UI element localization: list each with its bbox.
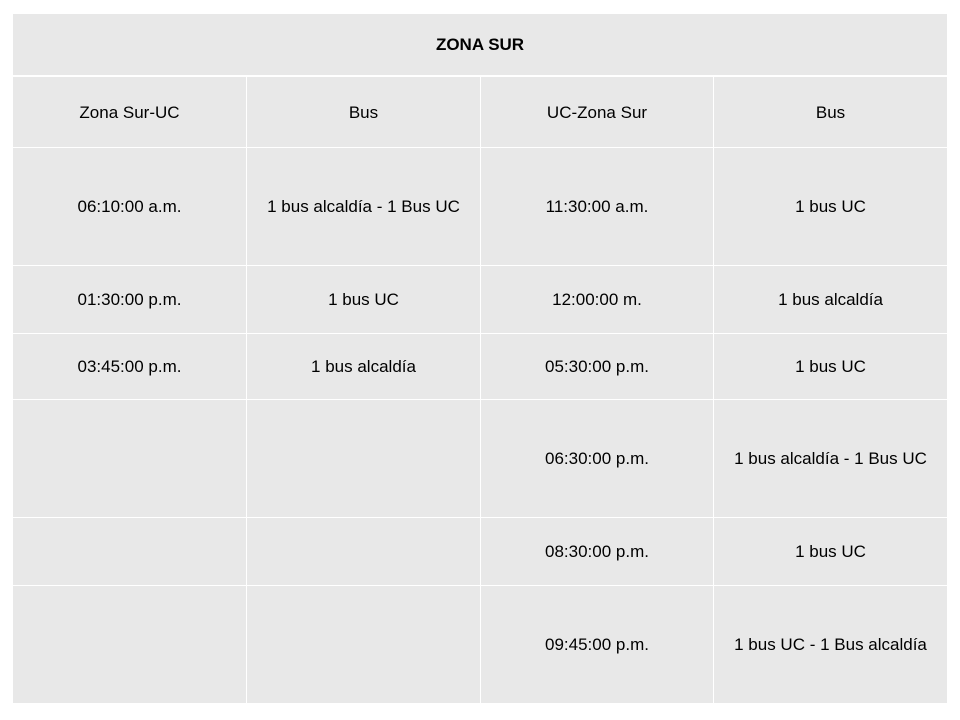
table-cell: 09:45:00 p.m. — [481, 586, 714, 704]
table-header-row — [13, 76, 948, 148]
table-row — [13, 266, 948, 334]
table-cell — [13, 400, 247, 518]
table-cell: 1 bus alcaldía — [247, 334, 481, 400]
table-cell: 1 bus alcaldía - 1 Bus UC — [247, 148, 481, 266]
table-cell: 1 bus UC — [714, 334, 948, 400]
table-cell: 1 bus UC — [714, 148, 948, 266]
table-cell: 1 bus UC - 1 Bus alcaldía — [714, 586, 948, 704]
column-header: Bus — [247, 76, 481, 148]
table-cell — [247, 400, 481, 518]
table-cell: 1 bus alcaldía - 1 Bus UC — [714, 400, 948, 518]
table-row — [13, 518, 948, 586]
table-cell: 06:30:00 p.m. — [481, 400, 714, 518]
table-cell — [247, 518, 481, 586]
table-cell: 11:30:00 a.m. — [481, 148, 714, 266]
column-header: Bus — [714, 76, 948, 148]
table-cell — [247, 586, 481, 704]
table-cell — [13, 518, 247, 586]
table-row — [13, 586, 948, 704]
column-header: Zona Sur-UC — [13, 76, 247, 148]
table-cell: 05:30:00 p.m. — [481, 334, 714, 400]
table-cell: 06:10:00 a.m. — [13, 148, 247, 266]
table-cell — [13, 586, 247, 704]
table-cell: 1 bus UC — [247, 266, 481, 334]
table-row — [13, 148, 948, 266]
table-cell: 01:30:00 p.m. — [13, 266, 247, 334]
table-cell: 1 bus alcaldía — [714, 266, 948, 334]
column-header: UC-Zona Sur — [481, 76, 714, 148]
table-cell: 03:45:00 p.m. — [13, 334, 247, 400]
table-title-row — [13, 14, 948, 77]
table-cell: 1 bus UC — [714, 518, 948, 586]
schedule-table — [12, 13, 948, 704]
table-cell: 08:30:00 p.m. — [481, 518, 714, 586]
table-row — [13, 334, 948, 400]
table-row — [13, 400, 948, 518]
table-title: ZONA SUR — [13, 14, 948, 77]
table-cell: 12:00:00 m. — [481, 266, 714, 334]
